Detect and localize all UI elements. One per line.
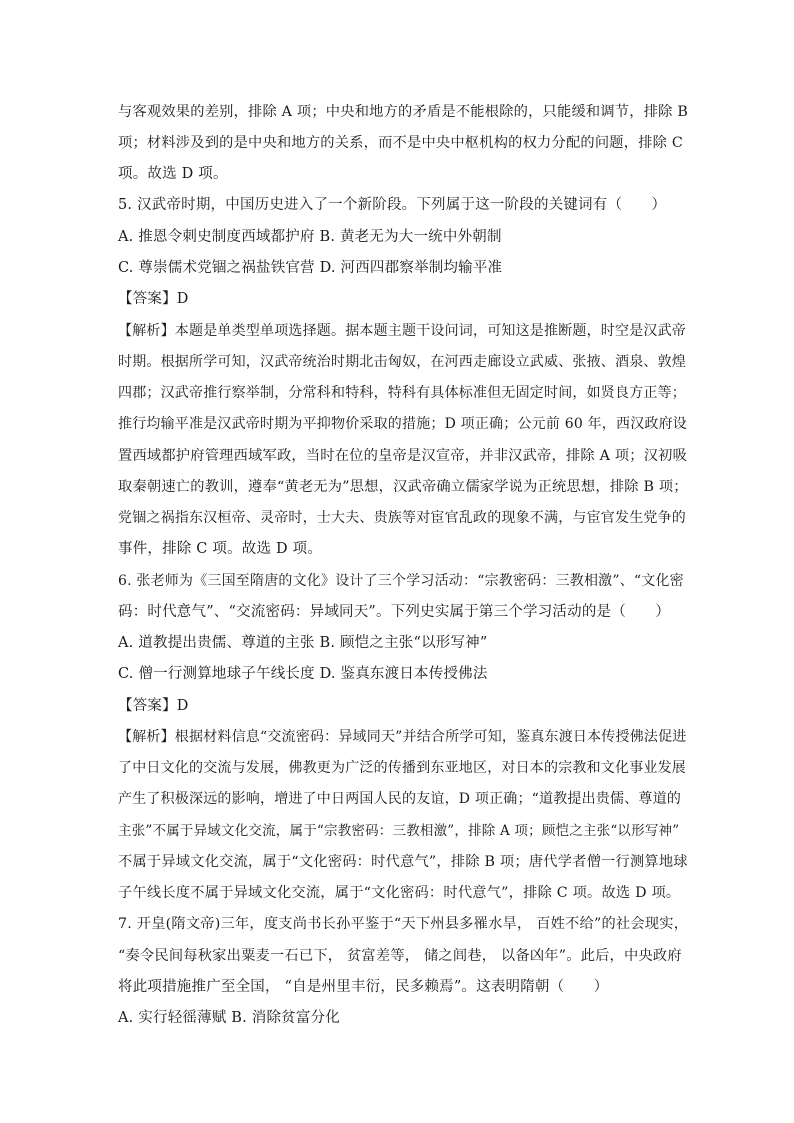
analysis-line: 推行均输平准是汉武帝时期为平抑物价采取的措施；D 项正确；公元前 60 年，西汉政府设 (118, 416, 687, 432)
question-7-stem: 将此项措施推广至全国， “自是州里丰衍，民多赖焉”。这表明隋朝（ ） (118, 979, 609, 995)
analysis-line: 产生了积极深远的影响，增进了中日两国人民的友谊，D 项正确；“道教提出贵儒、尊道的 (118, 791, 682, 807)
analysis-line: 子午线长度不属于异域文化交流，属于“文化密码：时代意气”，排除 C 项。故选 D 项。 (118, 885, 681, 901)
question-6-stem: 码：时代意气”、“交流密码：异域同天”。下列史实属于第三个学习活动的是（ ） (118, 604, 671, 620)
question-5-options-cd: C. 尊崇儒术党锢之祸盐铁官营 D. 河西四郡察举制均输平准 (118, 260, 503, 276)
question-6-options-cd: C. 僧一行测算地球子午线长度 D. 鉴真东渡日本传授佛法 (118, 666, 488, 682)
answer-label: 【答案】D (118, 698, 189, 714)
text-line: 项；材料涉及到的是中央和地方的关系，而不是中央中枢机构的权力分配的问题，排除 C (118, 135, 683, 151)
question-6-stem: 6. 张老师为《三国至隋唐的文化》设计了三个学习活动：“宗教密码：三教相激”、“文化密 (118, 573, 684, 589)
text-line: 与客观效果的差别，排除 A 项；中央和地方的矛盾是不能根除的，只能缓和调节，排除 B (118, 104, 689, 120)
text-line: 项。故选 D 项。 (118, 166, 228, 182)
question-5-stem: 5. 汉武帝时期，中国历史进入了一个新阶段。下列属于这一阶段的关键词有（ ） (118, 197, 667, 213)
analysis-line: 【解析】本题是单类型单项选择题。据本题主题干设问词，可知这是推断题，时空是汉武帝 (118, 323, 686, 339)
analysis-line: 党锢之祸指东汉桓帝、灵帝时，士大夫、贵族等对宦官乱政的现象不满，与宦官发生党争的 (118, 510, 686, 526)
question-7-stem: “奏令民间每秋家出粟麦一石已下， 贫富差等， 储之闾巷， 以备凶年”。此后，中央政府 (118, 948, 682, 964)
analysis-line: 主张”不属于异域文化交流，属于“宗教密码：三教相激”，排除 A 项；顾恺之主张“以形写神” (118, 823, 680, 839)
answer-label: 【答案】D (118, 291, 189, 307)
analysis-line: 不属于异域文化交流，属于“文化密码：时代意气”，排除 B 项；唐代学者僧一行测算地球 (118, 854, 688, 870)
question-7-stem: 7. 开皇(隋文帝)三年，度支尚书长孙平鉴于“天下州县多罹水旱， 百姓不给”的社会现实， (118, 916, 689, 932)
analysis-line: 置西域都护府管理西域军政，当时在位的皇帝是汉宣帝，并非汉武帝，排除 A 项；汉初吸 (118, 448, 688, 464)
analysis-line: 时期。根据所学可知，汉武帝统治时期北击匈奴，在河西走廊设立武威、张掖、酒泉、敦煌 (118, 354, 686, 370)
question-6-options-ab: A. 道教提出贵儒、尊道的主张 B. 顾恺之主张“以形写神” (118, 635, 488, 651)
analysis-line: 四郡；汉武帝推行察举制，分常科和特科，特科有具体标准但无固定时间，如贤良方正等； (118, 385, 686, 401)
question-5-options-ab: A. 推恩令刺史制度西域都护府 B. 黄老无为大一统中外朝制 (118, 229, 502, 245)
analysis-line: 事件，排除 C 项。故选 D 项。 (118, 541, 323, 557)
analysis-line: 了中日文化的交流与发展，佛教更为广泛的传播到东亚地区，对日本的宗教和文化事业发展 (118, 760, 686, 776)
analysis-line: 【解析】根据材料信息“交流密码：异域同天”并结合所学可知，鉴真东渡日本传授佛法促进 (118, 729, 687, 745)
question-7-options-ab: A. 实行轻徭薄赋 B. 消除贫富分化 (118, 1010, 340, 1026)
analysis-line: 取秦朝速亡的教训，遵奉“黄老无为”思想，汉武帝确立儒家学说为正统思想，排除 B 项； (118, 479, 688, 495)
